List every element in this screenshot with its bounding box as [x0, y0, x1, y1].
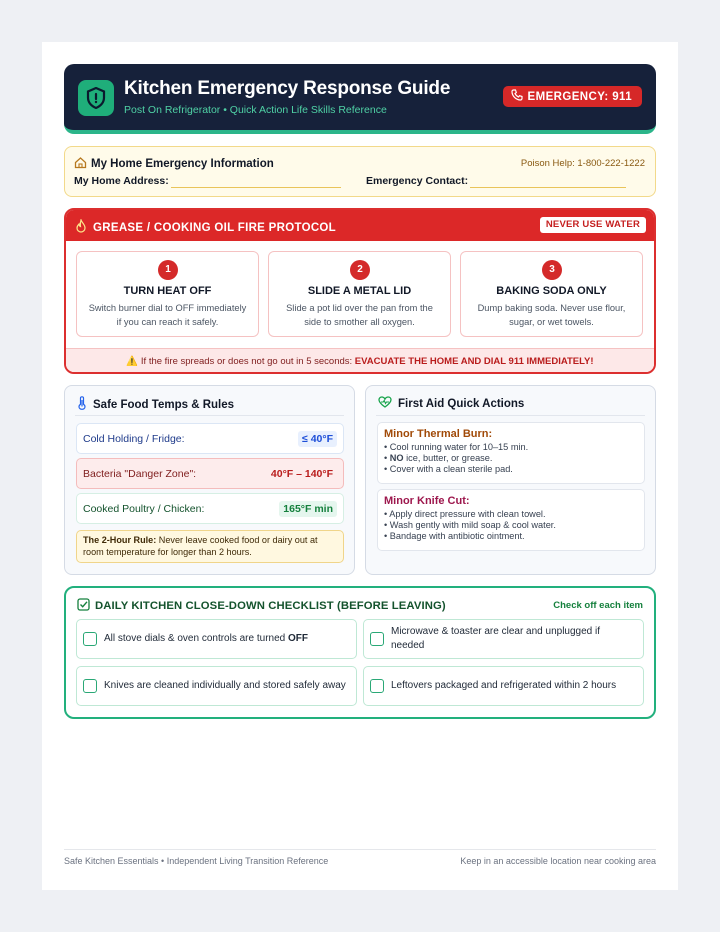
temp-value: ≤ 40°F [298, 431, 337, 447]
list-item: • Cover with a clean sterile pad. [384, 464, 513, 475]
fire-protocol-heading [75, 219, 336, 236]
footer-left-text: Safe Kitchen Essentials • Independent Living Transition Reference [64, 856, 329, 866]
rule-text: Never leave cooked food or dairy out at room temperature for longer than 2 hours. [83, 535, 318, 557]
step-title: SLIDE A METAL LID [307, 285, 412, 297]
checklist-item[interactable] [363, 666, 644, 706]
checklist-item-text: Leftovers packaged and refrigerated within 2 hours [391, 680, 617, 691]
page-subtitle: Post On Refrigerator • Quick Action Life Skills Reference [124, 104, 387, 116]
home-icon [74, 156, 87, 172]
temps-heading [77, 396, 234, 413]
temp-value: 40°F – 140°F [270, 467, 333, 480]
home-info-heading [74, 156, 274, 172]
checklist-item-emphasis: OFF [288, 633, 308, 644]
burn-title: Minor Thermal Burn: [384, 428, 493, 440]
shield-logo-icon [78, 80, 114, 116]
temp-label: Bacteria "Danger Zone": [83, 467, 197, 480]
checklist-item[interactable] [76, 619, 357, 659]
fire-protocol-header [66, 210, 654, 241]
list-item: • Apply direct pressure with clean towel. [384, 509, 546, 519]
checkbox-check-icon [77, 598, 90, 614]
warning-emphasis: EVACUATE THE HOME AND DIAL 911 IMMEDIATELY! [354, 356, 594, 367]
checkbox[interactable] [83, 679, 97, 693]
footer-divider [64, 849, 656, 850]
warning-text: If the fire spreads or does not go out in 5 seconds: [140, 356, 353, 367]
divider [376, 415, 645, 416]
two-hour-rule-note [76, 530, 344, 563]
checklist-item[interactable] [76, 666, 357, 706]
home-info-title: My Home Emergency Information [91, 158, 274, 170]
temp-row-fridge [76, 423, 344, 454]
step-number: 1 [158, 260, 178, 280]
temp-value: 165°F min [279, 501, 337, 517]
cut-title: Minor Knife Cut: [384, 495, 470, 507]
temps-title: Safe Food Temps & Rules [93, 398, 235, 411]
page [42, 42, 678, 890]
step-description: Dump baking soda. Never use flour, sugar, or wet towels. [477, 303, 626, 327]
footer-right-text: Keep in an accessible location near cooking area [460, 856, 656, 866]
safe-food-temps-card [64, 385, 355, 575]
step-description: Slide a pot lid over the pan from the side to smother all oxygen. [286, 303, 433, 327]
list-item: • Wash gently with mild soap & cool water. [384, 520, 556, 531]
thermometer-icon [77, 396, 87, 413]
checklist-item[interactable] [363, 619, 644, 659]
emergency-contact-fill-line[interactable] [470, 187, 626, 188]
grease-fire-protocol [64, 208, 656, 374]
flame-icon [75, 219, 87, 236]
closedown-checklist [64, 586, 656, 719]
page-title: Kitchen Emergency Response Guide [124, 78, 451, 99]
home-info-section [64, 146, 656, 197]
step-number: 2 [350, 260, 370, 280]
step-title: BAKING SODA ONLY [496, 285, 607, 297]
temp-row-danger-zone [76, 458, 344, 489]
rule-heading: The 2-Hour Rule: [83, 535, 157, 545]
burn-box [377, 422, 645, 484]
header-banner [64, 64, 656, 134]
temp-label: Cooked Poultry / Chicken: [83, 502, 205, 515]
list-item: • NO ice, butter, or grease. [384, 453, 493, 464]
checklist-item-text: Microwave & toaster are clear and unplugged if needed [391, 626, 601, 651]
address-label: My Home Address: [74, 175, 169, 187]
evacuate-warning [66, 348, 654, 374]
never-use-water-badge: NEVER USE WATER [540, 217, 646, 233]
divider [75, 415, 344, 416]
fire-step-card [76, 251, 259, 337]
poison-help-number: Poison Help: 1-800-222-1222 [520, 158, 645, 169]
checklist-title: DAILY KITCHEN CLOSE-DOWN CHECKLIST (BEFORE LEAVING) [95, 600, 446, 612]
emergency-contact-label: Emergency Contact: [366, 175, 469, 187]
heart-pulse-icon [378, 396, 392, 411]
step-description: Switch burner dial to OFF immediately if you can reach it safely. [88, 303, 247, 327]
checklist-item-text: Knives are cleaned individually and stored safely away [104, 680, 346, 691]
temp-row-poultry [76, 493, 344, 524]
address-fill-line[interactable] [171, 187, 341, 188]
fire-protocol-title: GREASE / COOKING OIL FIRE PROTOCOL [93, 221, 336, 234]
list-item: • Cool running water for 10–15 min. [384, 442, 529, 452]
first-aid-title: First Aid Quick Actions [398, 397, 525, 410]
checklist-heading [77, 598, 446, 614]
step-title: TURN HEAT OFF [123, 285, 212, 297]
warning-icon: ⚠️ [126, 356, 139, 367]
checkbox[interactable] [83, 632, 97, 646]
emergency-label: EMERGENCY: 911 [527, 90, 632, 103]
first-aid-heading [378, 396, 524, 411]
emergency-911-badge [503, 86, 642, 107]
cut-box [377, 489, 645, 551]
checkbox[interactable] [370, 632, 384, 646]
temp-label: Cold Holding / Fridge: [83, 432, 185, 445]
fire-step-card [460, 251, 643, 337]
step-number: 3 [542, 260, 562, 280]
fire-step-card [268, 251, 451, 337]
checkbox[interactable] [370, 679, 384, 693]
first-aid-card [365, 385, 656, 575]
checklist-hint: Check off each item [553, 600, 643, 611]
phone-icon [511, 89, 523, 104]
checklist-item-text: All stove dials & oven controls are turned [104, 633, 286, 644]
list-item: • Bandage with antibiotic ointment. [384, 531, 525, 542]
